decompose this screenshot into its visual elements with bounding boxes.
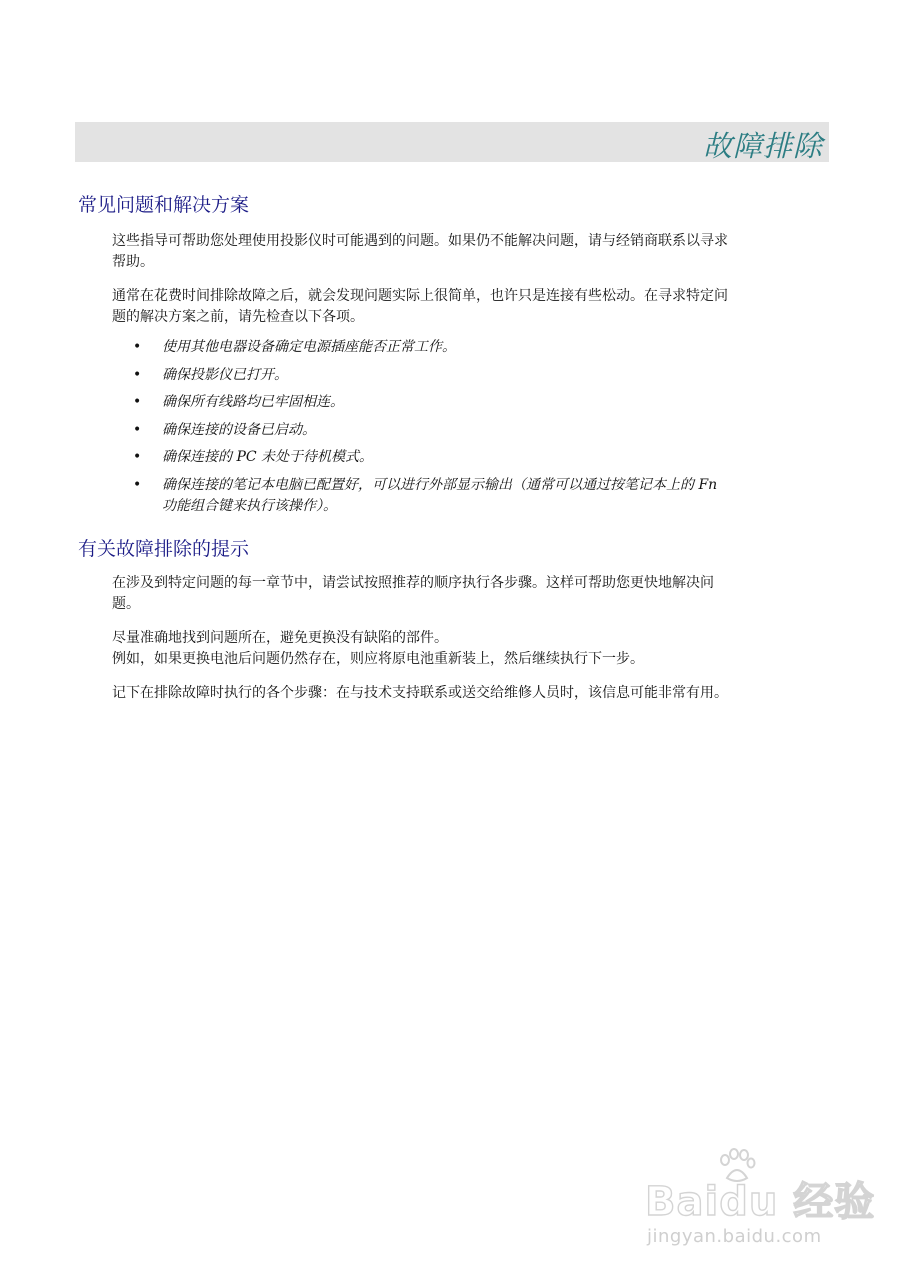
checklist-item	[112, 447, 824, 468]
tips-paragraph-2-line-2: 例如，如果更换电池后问题仍然存在，则应将原电池重新装上，然后继续执行下一步。	[112, 651, 644, 667]
section-heading-common-problems: 常见问题和解决方案	[78, 194, 250, 216]
section-heading-troubleshooting-tips: 有关故障排除的提示	[78, 538, 250, 560]
chapter-title: 故障排除	[702, 129, 823, 163]
bullet-icon: •	[133, 366, 142, 383]
tips-paragraph-1	[112, 573, 812, 615]
checklist-item-text-line-1: 确保连接的笔记本电脑已配置好，可以进行外部显示输出（通常可以通过按笔记本上的 Fn	[162, 476, 718, 493]
checklist-item-text-line-2: 功能组合键来执行该操作）。	[162, 497, 337, 514]
watermark-url: jingyan.baidu.com	[647, 1226, 822, 1247]
tips-paragraph-2	[112, 628, 812, 670]
watermark-brand: Baidu 经验	[645, 1179, 876, 1225]
checklist-item	[112, 337, 824, 358]
checklist-item	[112, 475, 824, 517]
checklist-item-text: 使用其他电器设备确定电源插座能否正常工作。	[162, 339, 456, 355]
tips-paragraph-1-line-2: 题。	[112, 596, 140, 612]
checklist-item	[112, 365, 824, 386]
intro-paragraph-line-2: 帮助。	[112, 254, 154, 270]
check-first-paragraph	[112, 286, 812, 328]
checklist	[112, 337, 824, 524]
tips-paragraph-2-line-1: 尽量准确地找到问题所在，避免更换没有缺陷的部件。	[112, 630, 448, 646]
bullet-icon: •	[133, 339, 142, 355]
baidu-jingyan-watermark	[645, 1148, 876, 1268]
checklist-item	[112, 420, 824, 441]
bullet-icon: •	[133, 476, 142, 493]
chapter-title-bar	[75, 122, 829, 162]
checklist-item	[112, 392, 824, 413]
bullet-icon: •	[133, 394, 142, 411]
intro-paragraph-line-1: 这些指导可帮助您处理使用投影仪时可能遇到的问题。如果仍不能解决问题，请与经销商联系以寻求	[112, 233, 728, 249]
checklist-item-text: 确保连接的设备已启动。	[162, 421, 316, 438]
checklist-item-text: 确保连接的 PC 未处于待机模式。	[162, 449, 374, 466]
intro-paragraph	[112, 231, 812, 273]
tips-paragraph-3: 记下在排除故障时执行的各个步骤：在与技术支持联系或送交给维修人员时，该信息可能非常有用。	[112, 685, 728, 701]
check-first-line-1: 通常在花费时间排除故障之后，就会发现问题实际上很简单，也许只是连接有些松动。在寻求特定问	[112, 288, 728, 304]
tips-paragraph-1-line-1: 在涉及到特定问题的每一章节中，请尝试按照推荐的顺序执行各步骤。这样可帮助您更快地解决问	[112, 575, 714, 591]
bullet-icon: •	[133, 421, 142, 438]
checklist-item-text: 确保所有线路均已牢固相连。	[162, 394, 344, 411]
check-first-line-2: 题的解决方案之前，请先检查以下各项。	[112, 309, 364, 325]
checklist-item-text: 确保投影仪已打开。	[162, 366, 288, 383]
bullet-icon: •	[133, 449, 142, 466]
